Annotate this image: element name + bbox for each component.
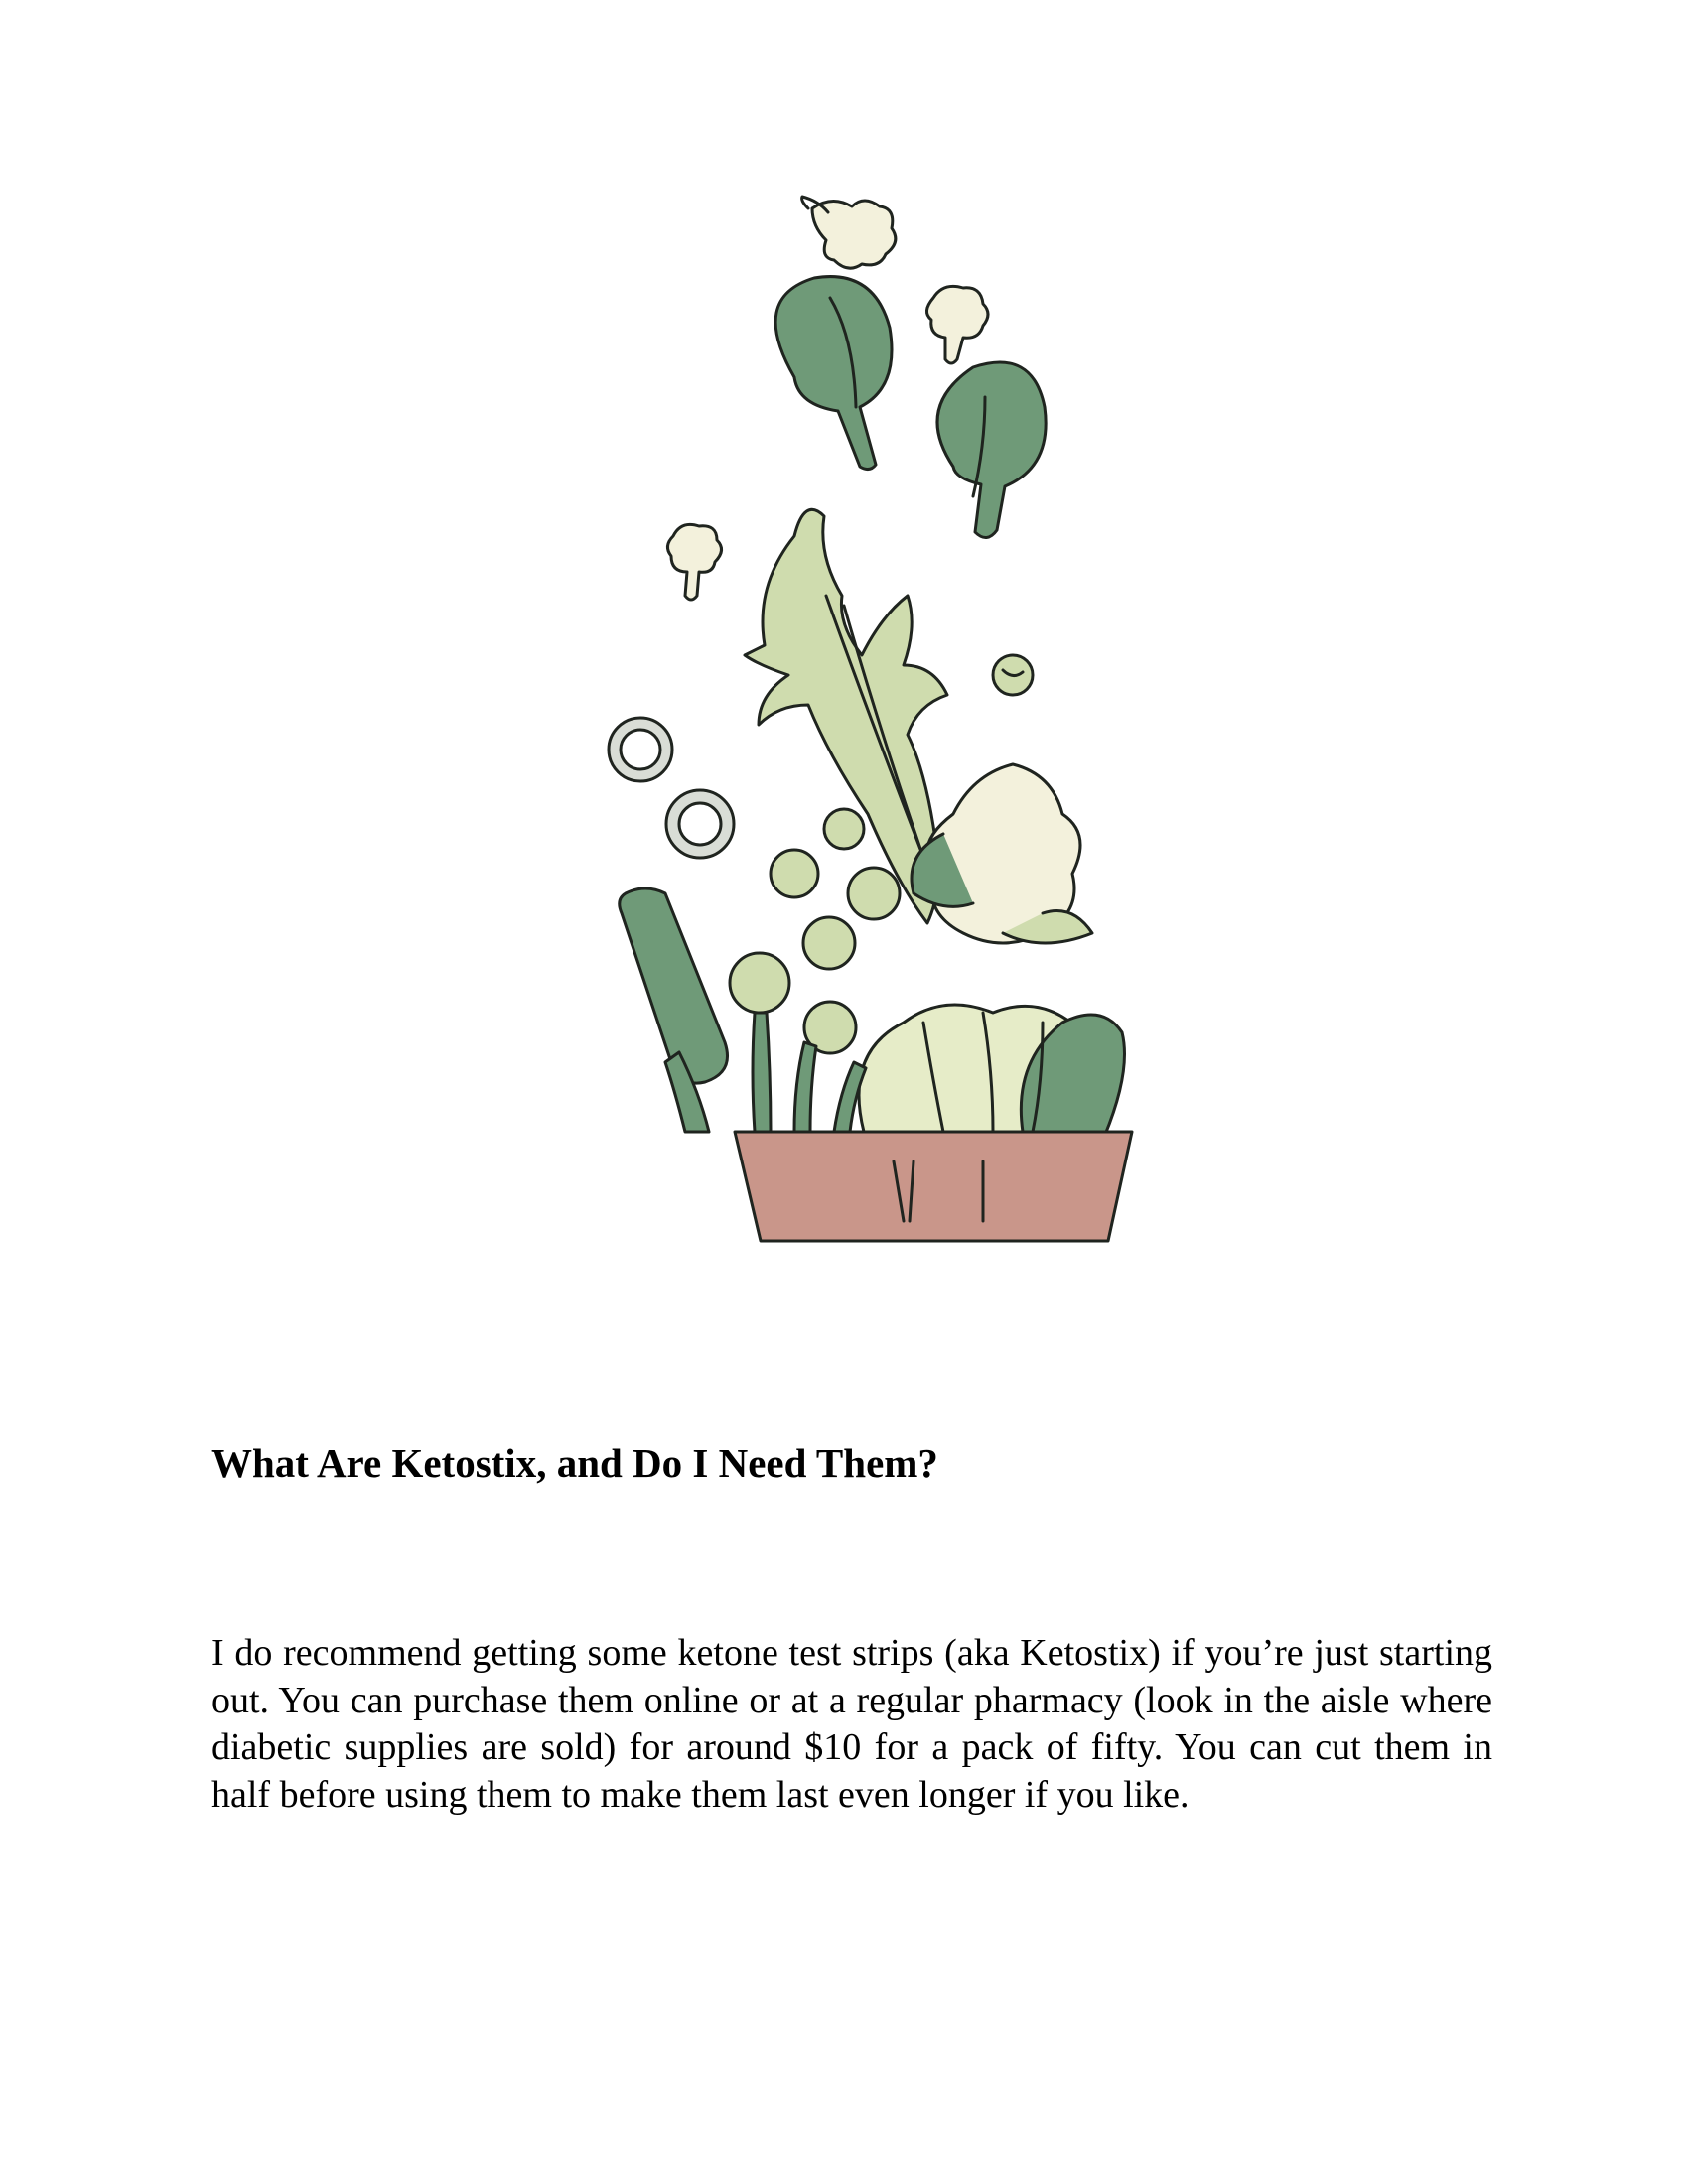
cucumber-slice-icon [609, 718, 672, 781]
vegetables-illustration [596, 179, 1152, 1271]
section-heading: What Are Ketostix, and Do I Need Them? [211, 1440, 938, 1486]
cauliflower-floret-icon [802, 197, 896, 268]
cauliflower-head-icon [912, 764, 1092, 943]
cauliflower-floret-icon [926, 286, 988, 363]
cucumber-icon [620, 888, 728, 1083]
body-paragraph: I do recommend getting some ketone test strips (aka Ketostix) if you’re just starting out. You can purchase them online or at a regular pharmacy (look in the aisle where diabetic supplies are sold) for around $10 for a pack of fifty. You can cut them in half before using them to make them last even longer if you like. [211, 1632, 1492, 1816]
spinach-leaf-icon [937, 362, 1046, 538]
cauliflower-floret-icon [667, 524, 721, 600]
brussels-sprout-icon [993, 655, 1033, 695]
spinach-leaf-icon [775, 277, 892, 470]
cucumber-slice-icon [666, 790, 734, 858]
lettuce-icon [859, 1005, 1125, 1142]
keto-vegetables-icon [596, 179, 1152, 1271]
basket-icon [735, 1132, 1132, 1241]
